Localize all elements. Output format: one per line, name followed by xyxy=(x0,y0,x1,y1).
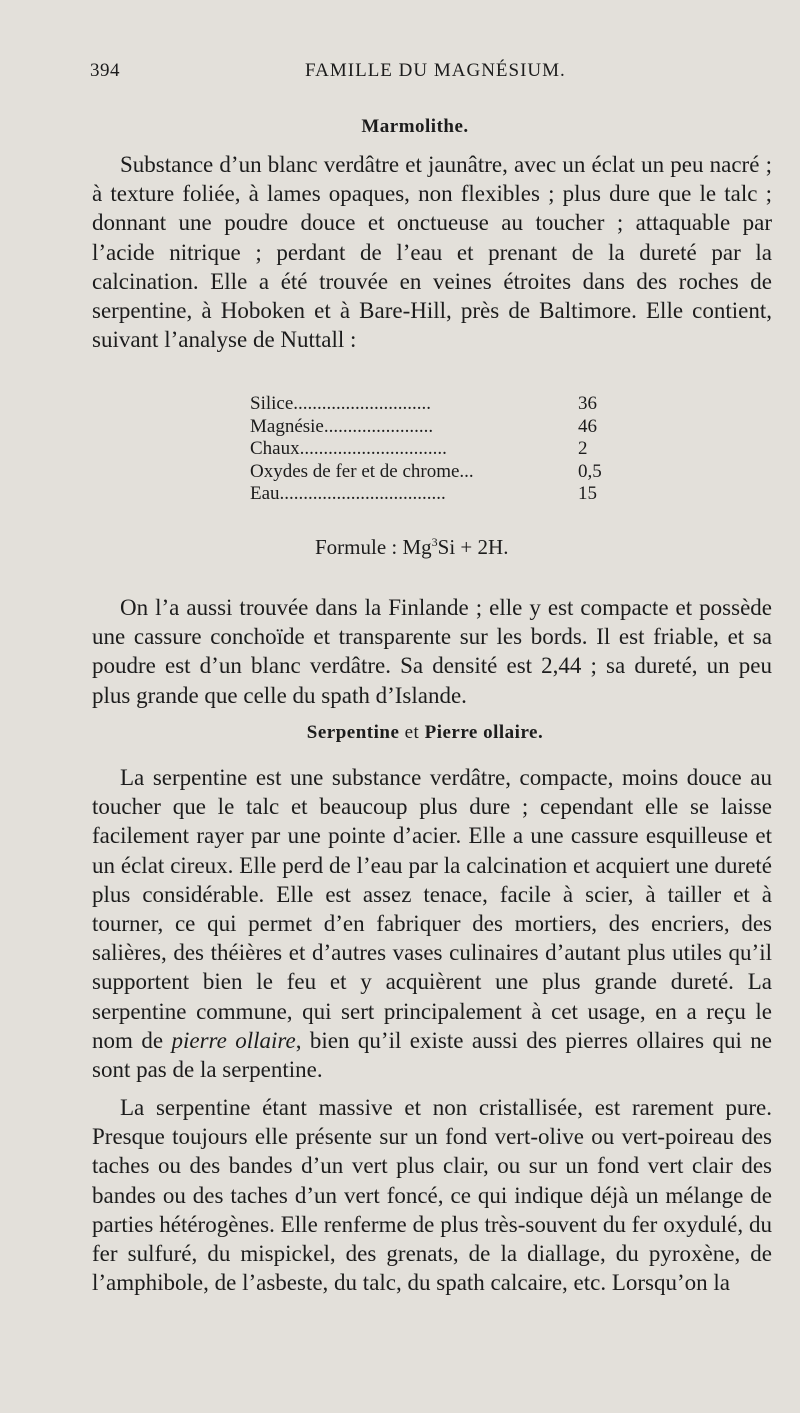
paragraph-finlande: On l’a aussi trouvée dans la Finlande ; elle y est compacte et possède une cassure conchoïde et transparente sur les bords. Il est friable, et sa poudre est d’un blanc verdâtre. Sa densité est 2,44 ; sa dureté, un peu plus grande que celle du spath d’Islande. xyxy=(92,595,772,708)
chemical-formula xyxy=(315,535,508,560)
paragraph-text: La serpentine est une substance verdâtre, compacte, moins douce au toucher que le talc et beaucoup plus dure ; cependant elle se laisse facilement rayer par une pointe d’acier. Elle a une cassure esquilleuse et un éclat cireux. Elle perd de l’eau par la calcination et acquiert une dureté plus considérable. Elle est assez tenace, facile à scier, à tailler et à tourner, ce qui permet d’en fabriquer des mortiers, des encriers, des salières, des théières et d’autres vases culinaires d’autant plus utiles qu’il supportent bien le feu et y acquièrent une plus grande dureté. La serpentine commune, qui sert principalement à cet usage, en a reçu le nom de xyxy=(92,765,772,1053)
analysis-row xyxy=(250,483,610,506)
title-conjunction: et xyxy=(404,722,420,743)
formula-prefix: Formule : Mg xyxy=(315,535,432,559)
title-serpentine: Serpentine xyxy=(306,722,400,743)
formula-suffix: Si + 2H. xyxy=(437,535,509,559)
analysis-name: Magnésie....................... xyxy=(250,415,434,437)
analysis-row xyxy=(250,461,610,484)
analysis-row xyxy=(250,438,610,461)
formula-superscript: 3 xyxy=(431,535,438,549)
page-number: 394 xyxy=(90,60,120,81)
section-title-marmolithe: Marmolithe. xyxy=(361,116,469,137)
paragraph-serpentine-description xyxy=(92,763,772,1084)
paragraph-serpentine-purity: La serpentine étant massive et non cristallisée, est rarement pure. Presque toujours elle présente sur un fond vert-olive ou vert-poireau des taches ou des bandes d’un vert plus clair, ou sur un fond vert clair des bandes ou des taches d’un vert foncé, ce qui indique déjà un mélange de parties hétérogènes. Elle renferme de plus très-souvent du fer oxydulé, du fer sulfuré, du mispickel, des grenats, de la diallage, du pyroxène, de l’amphibole, de l’asbeste, du talc, du spath calcaire, etc. Lorsqu’on la xyxy=(92,1095,772,1296)
analysis-name: Silice............................. xyxy=(250,393,432,414)
analysis-value: 0,5 xyxy=(578,460,602,482)
analysis-name: Eau................................... xyxy=(250,483,446,504)
analysis-row xyxy=(250,393,610,416)
paragraph-marmolithe-description: Substance d’un blanc verdâtre et jaunâtre, avec un éclat un peu nacré ; à texture foliée, à lames opaques, non flexibles ; plus dure que le talc ; donnant une poudre douce et onctueuse au toucher ; attaquable par l’acide nitrique ; perdant de l’eau et prenant de la dureté par la calcination. Elle a été trouvée en veines étroites dans des roches de serpentine, à Hoboken et à Bare-Hill, près de Baltimore. Elle contient, suivant l’analyse de Nuttall : xyxy=(92,152,772,353)
analysis-row xyxy=(250,416,610,439)
italic-term: pierre ollaire xyxy=(171,1027,296,1053)
analysis-table xyxy=(250,393,610,506)
paragraph-text-end: , bien qu’il existe aussi des pierres ollaires qui ne sont pas de la serpentine. xyxy=(92,1027,773,1083)
analysis-value: 46 xyxy=(578,415,597,437)
analysis-value: 15 xyxy=(578,483,597,504)
analysis-name: Oxydes de fer et de chrome... xyxy=(250,460,474,482)
section-title-serpentine xyxy=(25,722,800,744)
analysis-value: 2 xyxy=(578,438,588,459)
page-header xyxy=(90,60,770,90)
analysis-value: 36 xyxy=(578,393,597,414)
title-pierre-ollaire: Pierre ollaire. xyxy=(424,722,544,743)
running-head: FAMILLE DU MAGNÉSIUM. xyxy=(305,60,566,81)
analysis-name: Chaux............................... xyxy=(250,438,447,459)
